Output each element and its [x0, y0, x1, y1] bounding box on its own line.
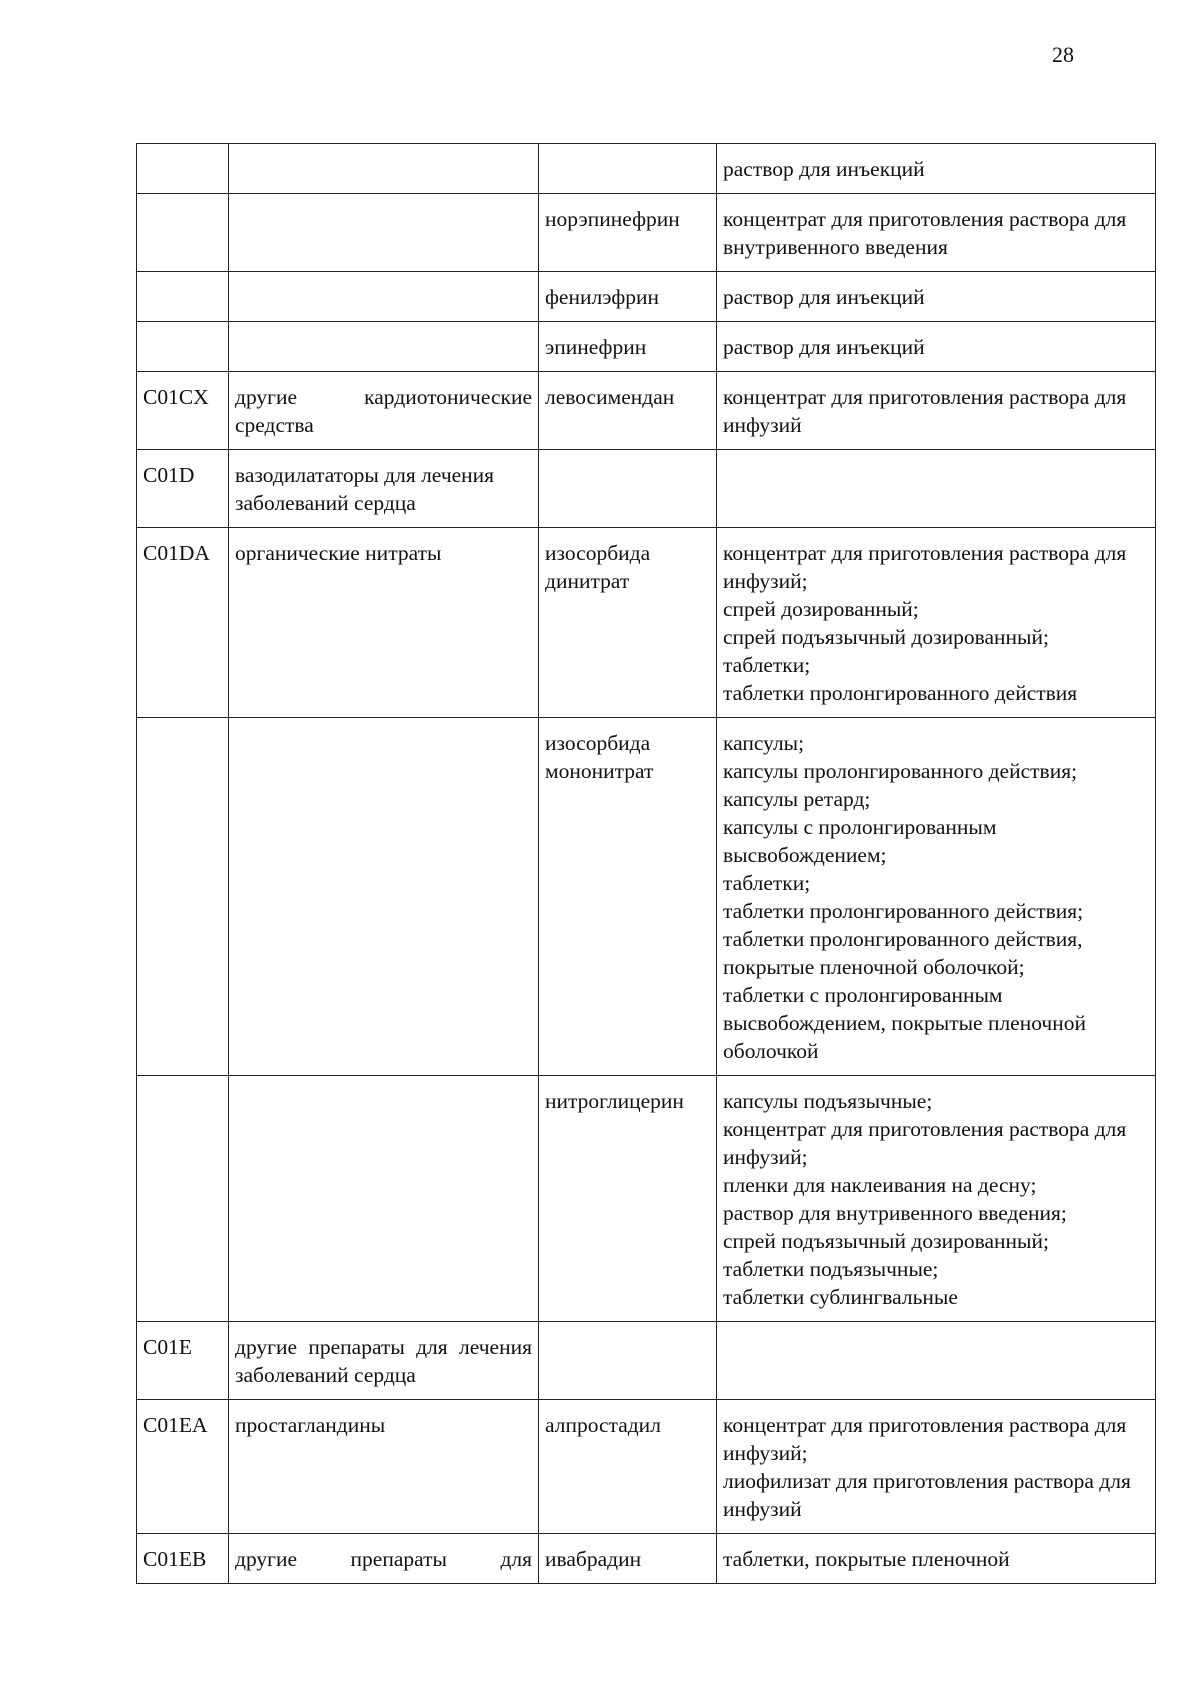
table-row — [137, 528, 1156, 718]
drug-name-cell: изосорбида динитрат — [539, 528, 717, 718]
dosage-form: капсулы с пролонгированным высвобождением; — [723, 815, 997, 867]
drug-name-cell: изосорбида мононитрат — [539, 718, 717, 1076]
atc-code-cell: C01EA — [137, 1400, 229, 1534]
dosage-form: раствор для внутривенного введения; — [723, 1201, 1067, 1225]
dosage-form: капсулы ретард; — [723, 787, 871, 811]
dosage-form: таблетки с пролонгированным высвобождением, покрытые пленочной оболочкой — [723, 983, 1087, 1063]
drug-name-cell: эпинефрин — [539, 322, 717, 372]
drug-name-cell: фенилэфрин — [539, 272, 717, 322]
dosage-form: таблетки, покрытые пленочной — [723, 1547, 1010, 1571]
table-row — [137, 1076, 1156, 1322]
dosage-form: раствор для инъекций — [723, 285, 925, 309]
group-cell — [229, 322, 539, 372]
drug-name-cell: нитроглицерин — [539, 1076, 717, 1322]
table-row — [137, 272, 1156, 322]
dosage-forms-cell — [717, 272, 1156, 322]
dosage-form: спрей подъязычный дозированный; — [723, 625, 1049, 649]
drug-table — [136, 143, 1156, 1584]
table-row — [137, 1534, 1156, 1584]
dosage-form: таблетки сублингвальные — [723, 1285, 958, 1309]
dosage-form: капсулы подъязычные; — [723, 1089, 933, 1113]
drug-name-cell — [539, 144, 717, 194]
drug-name-cell: норэпинефрин — [539, 194, 717, 272]
dosage-form: таблетки пролонгированного действия, покрытые пленочной оболочкой; — [723, 927, 1083, 979]
drug-name-cell — [539, 1322, 717, 1400]
group-text-justified — [235, 1545, 532, 1573]
dosage-form: раствор для инъекций — [723, 157, 925, 181]
group-cell — [229, 718, 539, 1076]
dosage-forms-cell — [717, 450, 1156, 528]
atc-code-cell — [137, 194, 229, 272]
dosage-forms-cell — [717, 194, 1156, 272]
dosage-form: таблетки пролонгированного действия — [723, 681, 1078, 705]
dosage-form: пленки для наклеивания на десну; — [723, 1173, 1037, 1197]
dosage-form: таблетки; — [723, 653, 811, 677]
drug-name-cell — [539, 450, 717, 528]
table-row — [137, 194, 1156, 272]
table-row — [137, 1400, 1156, 1534]
dosage-forms-cell — [717, 372, 1156, 450]
group-cell — [229, 1534, 539, 1584]
dosage-form: таблетки; — [723, 871, 811, 895]
dosage-form: капсулы; — [723, 731, 805, 755]
atc-code-cell — [137, 1076, 229, 1322]
group-word: препараты — [350, 1547, 447, 1571]
dosage-forms-cell — [717, 1076, 1156, 1322]
group-cell: простагландины — [229, 1400, 539, 1534]
dosage-forms-cell — [717, 718, 1156, 1076]
dosage-form: таблетки подъязычные; — [723, 1257, 939, 1281]
table-row — [137, 372, 1156, 450]
group-cell: другие препараты для лечения заболеваний сердца — [229, 1322, 539, 1400]
dosage-form: концентрат для приготовления раствора для инфузий; — [723, 1117, 1127, 1169]
table-row — [137, 322, 1156, 372]
atc-code-cell: C01CX — [137, 372, 229, 450]
dosage-form: концентрат для приготовления раствора для инфузий; — [723, 541, 1127, 593]
group-word: другие — [235, 1547, 298, 1571]
dosage-form: спрей подъязычный дозированный; — [723, 1229, 1049, 1253]
dosage-form: концентрат для приготовления раствора для инфузий — [723, 385, 1127, 437]
atc-code-cell — [137, 322, 229, 372]
dosage-form: таблетки пролонгированного действия; — [723, 899, 1084, 923]
table-row — [137, 144, 1156, 194]
group-cell — [229, 194, 539, 272]
dosage-form: концентрат для приготовления раствора для внутривенного введения — [723, 207, 1127, 259]
table-row — [137, 450, 1156, 528]
dosage-forms-cell — [717, 1534, 1156, 1584]
drug-name-cell: левосимендан — [539, 372, 717, 450]
group-cell: органические нитраты — [229, 528, 539, 718]
dosage-form: лиофилизат для приготовления раствора для инфузий — [723, 1469, 1131, 1521]
dosage-forms-cell — [717, 1322, 1156, 1400]
atc-code-cell: C01EB — [137, 1534, 229, 1584]
page-number: 28 — [1052, 42, 1074, 67]
atc-code-cell — [137, 144, 229, 194]
group-cell: вазодилататоры для лечения заболеваний сердца — [229, 450, 539, 528]
dosage-forms-cell — [717, 144, 1156, 194]
table-row — [137, 1322, 1156, 1400]
dosage-forms-cell — [717, 1400, 1156, 1534]
dosage-form: капсулы пролонгированного действия; — [723, 759, 1078, 783]
atc-code-cell — [137, 272, 229, 322]
dosage-forms-cell — [717, 528, 1156, 718]
atc-code-cell: C01D — [137, 450, 229, 528]
atc-code-cell — [137, 718, 229, 1076]
dosage-form: спрей дозированный; — [723, 597, 919, 621]
dosage-forms-cell — [717, 322, 1156, 372]
atc-code-cell: C01E — [137, 1322, 229, 1400]
drug-name-cell: алпростадил — [539, 1400, 717, 1534]
drug-name-cell: ивабрадин — [539, 1534, 717, 1584]
table-row — [137, 718, 1156, 1076]
group-cell — [229, 144, 539, 194]
group-cell — [229, 1076, 539, 1322]
group-cell: другие кардиотонические средства — [229, 372, 539, 450]
dosage-form: раствор для инъекций — [723, 335, 925, 359]
atc-code-cell: C01DA — [137, 528, 229, 718]
group-cell — [229, 272, 539, 322]
dosage-form: концентрат для приготовления раствора для инфузий; — [723, 1413, 1127, 1465]
group-word: для — [500, 1547, 532, 1571]
